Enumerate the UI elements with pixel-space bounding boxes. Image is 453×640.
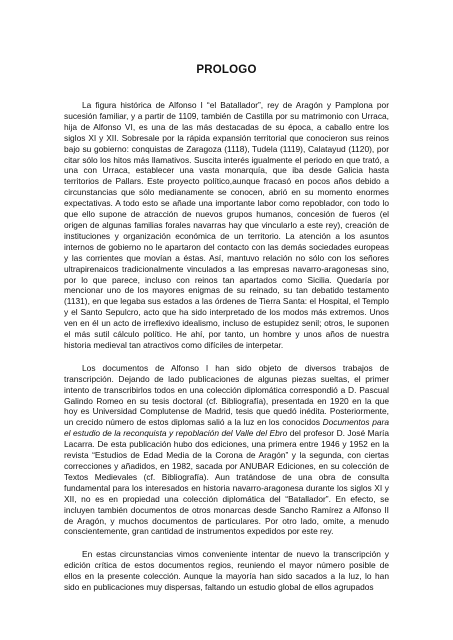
paragraph-2-text-a: Los documentos de Alfonso I han sido objeto de diversos trabajos de transcripción. Dejando de lado publicaciones de algunas piezas sueltas, el primer intento de transcribirlos todos en una colección diplomática correspondió a D. Pascual Galindo Romeo en su tesis doctoral (cf. Bibliografía), presentada en 1920 en la que hoy es Universidad Complutense de Madrid, tesis que quedó inédita. Posteriormente, un crecido número de estos diplomas salió a la luz en los conocidos <box>64 362 389 428</box>
paragraph-3-text: En estas circunstancias vimos conveniente intentar de nuevo la transcripción y edición crítica de estos documentos regios, reuniendo el mayor número posible de ellos en la presente colección. Aunque la mayoría han sido sacados a la luz, lo han sido en publicaciones muy dispersas, faltando un estudio global de ellos agrupados <box>64 549 389 593</box>
paragraph-2-text-b: del profesor D. José María Lacarra. De esta publicación hubo dos ediciones, una primera entre 1946 y 1952 en la revista “Estudios de Edad Media de la Corona de Aragón” y la segunda, con ciertas correcciones y añadidos, en 1982, sacada por ANUBAR Ediciones, en su colección de Textos Medievales (cf. Bibliografía). Aun tratándose de una obra de consulta fundamental para los interesados en historia navarro-aragonesa durante los siglos XI y XII, no es en propiedad una colección diplomática del “Batallador”. En efecto, se incluyen también documentos de otros monarcas desde Sancho Ramírez a Alfonso II de Aragón, y muchos documentos de particulares. Por otro lado, omite, a menudo conscientemente, gran cantidad de instrumentos expedidos por este rey. <box>64 428 389 537</box>
paragraph-1-text: La figura histórica de Alfonso I “el Batallador”, rey de Aragón y Pamplona por sucesión familiar, y a partir de 1109, también de Castilla por su matrimonio con Urraca, hija de Alfonso VI, es una de las más destacadas de su época, a caballo entre los siglos XI y XII. Sobresale por la rápida expansión territorial que conocieron sus reinos bajo su gobierno: conquistas de Zaragoza (1118), Tudela (1119), Calatayud (1120), por citar sólo los hitos más llamativos. Suscita interés igualmente el periodo en que trató, a una con Urraca, establecer una vasta monarquía, que iba desde Galicia hasta territorios de Pallars. Este proyecto político,aunque fracasó en pocos años debido a circunstancias que sólo medianamente se conocen, abrió en su momento enormes expectativas. A todo esto se añade una importante labor como repoblador, con todo lo que ello supone de atracción de nuevos grupos humanos, concesión de fueros (el origen de algunas familias forales navarras hay que vincularlo a este rey), creación de instituciones y organización económica de un territorio. La atención a los asuntos internos de gobierno no le apartaron del contacto con las demás sociedades europeas y las corrientes que movían a éstas. Así, mantuvo relación no sólo con los señores ultrapirenaicos tradicionalmente vinculados a las empresas navarro-aragonesas sino, por lo que parece, incluso con reinos tan apartados como Sicilia. Quedaría por mencionar uno de los mayores enigmas de su reinado, su tan debatido testamento (1131), en que legaba sus estados a las órdenes de Tierra Santa: el Hospital, el Templo y el Santo Sepulcro, acto que ha sido interpretado de los modos más extremos. Unos ven en él un acto de irreflexivo idealismo, incluso de estupidez senil; otros, le suponen el más sutil cálculo político. He ahí, por tanto, un hombre y unos años de nuestra historia medieval tan atractivos como difíciles de interpetar. <box>64 100 389 350</box>
page-title: PROLOGO <box>196 64 257 76</box>
paragraph-2 <box>64 363 389 538</box>
paragraph-2-book-title: Documentos para el estudio de la reconquista y repoblación del Valle del Ebro <box>64 417 390 439</box>
paragraph-3 <box>64 549 389 593</box>
paragraph-1 <box>64 100 389 351</box>
